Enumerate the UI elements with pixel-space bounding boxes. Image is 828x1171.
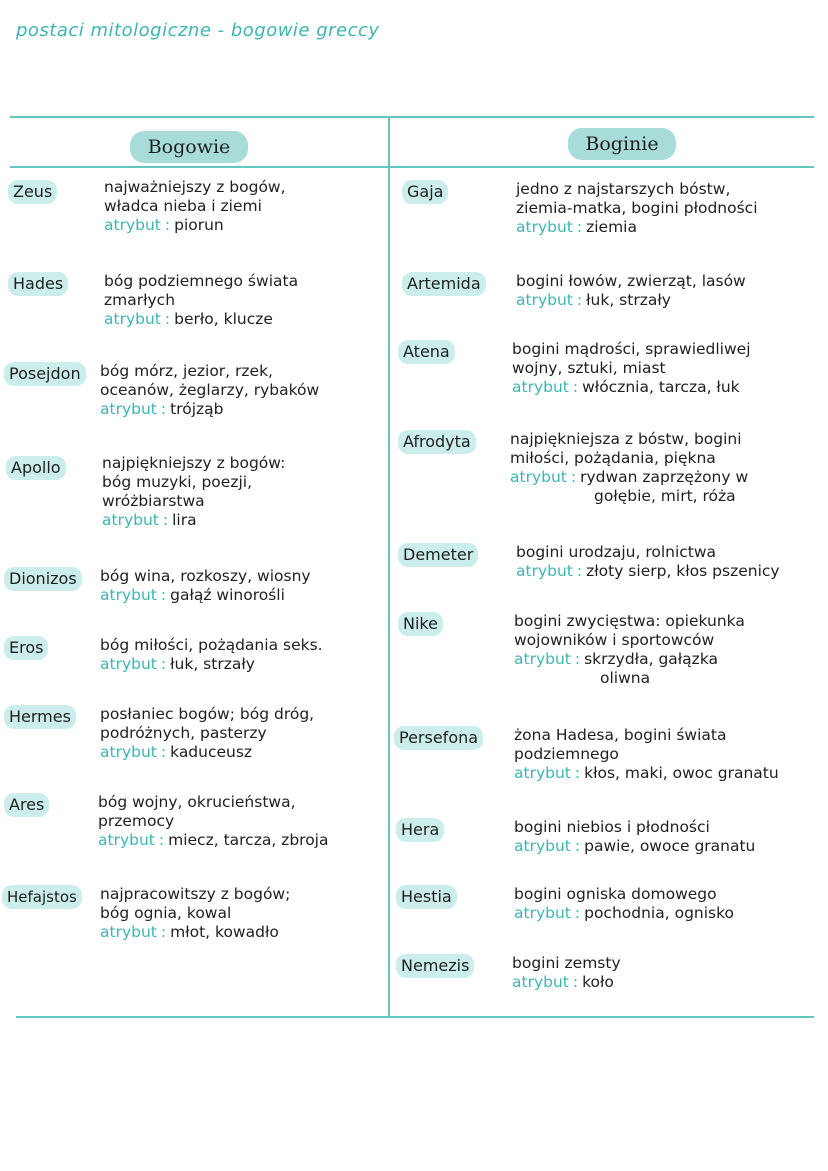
god-description: najpiękniejszy z bogów: bóg muzyki, poezji, wróżbiarstwa atrybut : lira	[102, 454, 286, 529]
god-name: Hades	[8, 272, 68, 296]
god-attribute: atrybut : trójząb	[100, 400, 224, 418]
goddess-name: Hestia	[396, 885, 457, 909]
header-divider-rule	[10, 166, 814, 168]
goddess-attribute: atrybut : łuk, strzały	[516, 291, 671, 309]
goddess-name: Demeter	[398, 543, 478, 567]
god-attribute: atrybut : miecz, tarcza, zbroja	[98, 831, 329, 849]
god-name: Apollo	[6, 456, 66, 480]
god-description: najważniejszy z bogów, władca nieba i ziemi atrybut : piorun	[104, 178, 286, 234]
god-description: najpracowitszy z bogów; bóg ognia, kowal atrybut : młot, kowadło	[100, 885, 291, 941]
column-divider	[388, 116, 390, 1018]
god-attribute: atrybut : gałąź winorośli	[100, 586, 285, 604]
god-name: Zeus	[8, 180, 57, 204]
goddess-name: Nike	[398, 612, 443, 636]
god-description: bóg miłości, pożądania seks. atrybut : łuk, strzały	[100, 636, 323, 673]
goddesses-column-header: Boginie	[568, 128, 676, 160]
goddess-description: bogini zwycięstwa: opiekunka wojowników i sportowców atrybut : skrzydła, gałązka oliwna	[514, 612, 745, 687]
god-name: Hefajstos	[2, 885, 82, 909]
goddess-attribute: atrybut : kłos, maki, owoc granatu	[514, 764, 779, 782]
god-name: Dionizos	[4, 567, 82, 591]
god-description: bóg mórz, jezior, rzek, oceanów, żeglarzy, rybaków atrybut : trójząb	[100, 362, 320, 418]
goddess-attribute: atrybut : włócznia, tarcza, łuk	[512, 378, 740, 396]
god-name: Posejdon	[4, 362, 86, 386]
goddess-attribute: atrybut : skrzydła, gałązka	[514, 650, 719, 668]
goddess-attribute: atrybut : pawie, owoce granatu	[514, 837, 756, 855]
goddess-attribute-continued: gołębie, mirt, róża	[594, 487, 736, 505]
goddess-name: Atena	[398, 340, 455, 364]
god-description: bóg wina, rozkoszy, wiosny atrybut : gałąź winorośli	[100, 567, 311, 604]
goddess-attribute: atrybut : ziemia	[516, 218, 637, 236]
goddess-name: Gaja	[402, 180, 448, 204]
god-description: bóg podziemnego świata zmarłych atrybut : berło, klucze	[104, 272, 299, 328]
goddess-attribute: atrybut : rydwan zaprzężony w	[510, 468, 749, 486]
god-name: Eros	[4, 636, 48, 660]
goddess-name: Persefona	[394, 726, 483, 750]
goddess-attribute: atrybut : koło	[512, 973, 614, 991]
god-attribute: atrybut : łuk, strzały	[100, 655, 255, 673]
goddess-attribute-continued: oliwna	[600, 669, 651, 687]
page-title: postaci mitologiczne - bogowie greccy	[16, 20, 380, 41]
goddess-description: najpiękniejsza z bóstw, bogini miłości, pożądania, piękna atrybut : rydwan zaprzężony w gołębie, mirt, róża	[510, 430, 749, 505]
goddess-name: Nemezis	[396, 954, 474, 978]
gods-column-header: Bogowie	[130, 131, 248, 163]
god-attribute: atrybut : piorun	[104, 216, 224, 234]
goddess-description: żona Hadesa, bogini świata podziemnego atrybut : kłos, maki, owoc granatu	[514, 726, 779, 782]
goddess-name: Afrodyta	[398, 430, 476, 454]
goddess-attribute: atrybut : pochodnia, ognisko	[514, 904, 735, 922]
goddess-description: bogini niebios i płodności atrybut : pawie, owoce granatu	[514, 818, 756, 855]
goddess-attribute: atrybut : złoty sierp, kłos pszenicy	[516, 562, 780, 580]
goddess-name: Hera	[396, 818, 444, 842]
god-attribute: atrybut : lira	[102, 511, 197, 529]
goddess-description: jedno z najstarszych bóstw, ziemia-matka, bogini płodności atrybut : ziemia	[516, 180, 758, 236]
god-attribute: atrybut : kaduceusz	[100, 743, 253, 761]
god-name: Hermes	[4, 705, 76, 729]
table-bottom-rule	[16, 1016, 814, 1018]
god-description: bóg wojny, okrucieństwa, przemocy atrybut : miecz, tarcza, zbroja	[98, 793, 329, 849]
goddess-description: bogini łowów, zwierząt, lasów atrybut : łuk, strzały	[516, 272, 746, 309]
god-description: posłaniec bogów; bóg dróg, podróżnych, pasterzy atrybut : kaduceusz	[100, 705, 315, 761]
goddess-description: bogini mądrości, sprawiedliwej wojny, sztuki, miast atrybut : włócznia, tarcza, łuk	[512, 340, 751, 396]
goddess-name: Artemida	[402, 272, 486, 296]
god-attribute: atrybut : berło, klucze	[104, 310, 273, 328]
god-name: Ares	[4, 793, 49, 817]
god-attribute: atrybut : młot, kowadło	[100, 923, 279, 941]
goddess-description: bogini zemsty atrybut : koło	[512, 954, 621, 991]
table-top-rule	[10, 116, 814, 118]
goddess-description: bogini ogniska domowego atrybut : pochodnia, ognisko	[514, 885, 735, 922]
goddess-description: bogini urodzaju, rolnictwa atrybut : złoty sierp, kłos pszenicy	[516, 543, 780, 580]
